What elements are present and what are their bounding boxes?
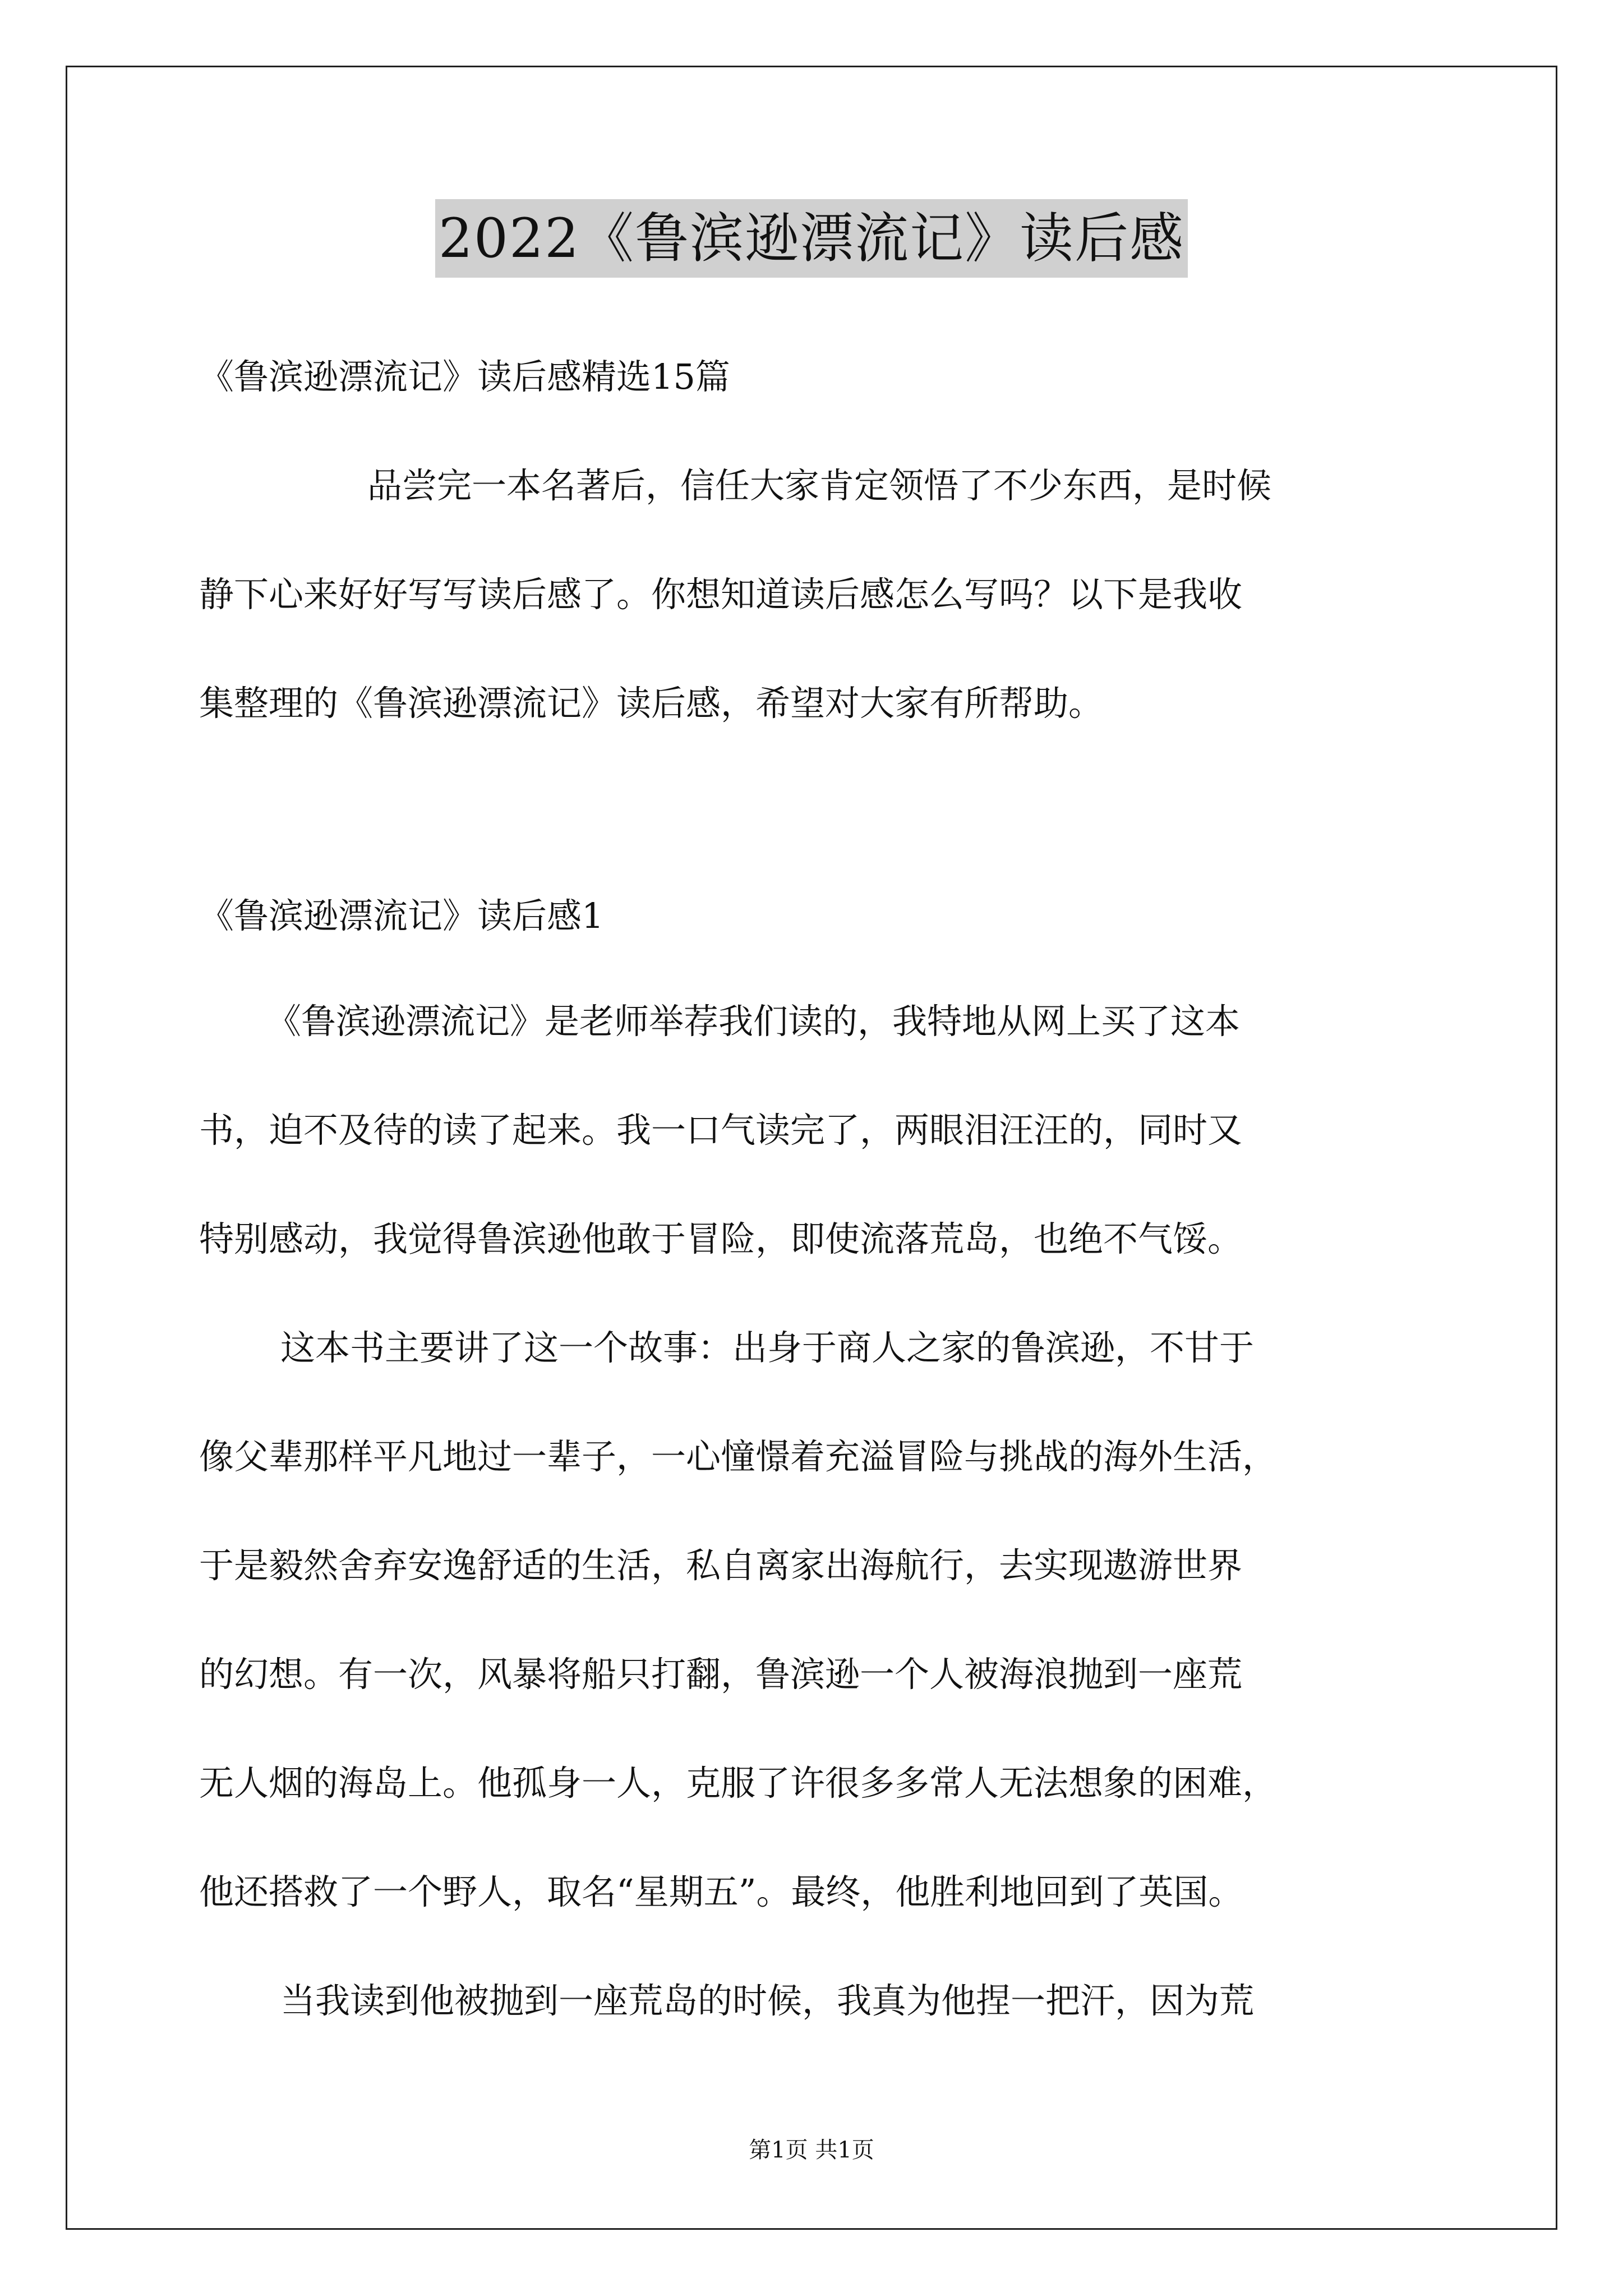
intro-line-3: 集整理的《鲁滨逊漂流记》读后感，希望对大家有所帮助。 <box>199 683 1104 724</box>
intro-line-1: 品尝完一本名著后，信任大家肯定领悟了不少东西，是时候 <box>367 465 1272 506</box>
paragraph1-line-1: 《鲁滨逊漂流记》是老师举荐我们读的，我特地从网上买了这本 <box>266 1001 1241 1042</box>
paragraph2-line-2: 像父辈那样平凡地过一辈子，一心憧憬着充溢冒险与挑战的海外生活， <box>199 1436 1278 1477</box>
paragraph2-line-3: 于是毅然舍弃安逸舒适的生活，私自离家出海航行，去实现遨游世界 <box>199 1545 1243 1586</box>
paragraph1-line-3: 特别感动，我觉得鲁滨逊他敢于冒险，即使流落荒岛，也绝不气馁。 <box>199 1218 1243 1259</box>
paragraph3-line-1: 当我读到他被抛到一座荒岛的时候，我真为他捏一把汗，因为荒 <box>280 1980 1255 2021</box>
paragraph2-line-5: 无人烟的海岛上。他孤身一人，克服了许很多多常人无法想象的困难， <box>199 1763 1278 1803</box>
title-container <box>0 199 1623 278</box>
paragraph1-line-2: 书，迫不及待的读了起来。我一口气读完了，两眼泪汪汪的，同时又 <box>199 1110 1243 1151</box>
paragraph2-line-1: 这本书主要讲了这一个故事：出身于商人之家的鲁滨逊，不甘于 <box>280 1327 1255 1368</box>
page-footer: 第1页 共1页 <box>749 2137 874 2163</box>
paragraph2-line-6: 他还搭救了一个野人，取名“星期五”。最终，他胜利地回到了英国。 <box>199 1871 1243 1912</box>
section-heading: 《鲁滨逊漂流记》读后感1 <box>199 895 604 936</box>
paragraph2-line-4: 的幻想。有一次，风暴将船只打翻，鲁滨逊一个人被海浪抛到一座荒 <box>199 1654 1243 1695</box>
document-title: 2022《鲁滨逊漂流记》读后感 <box>435 199 1188 278</box>
document-subtitle: 《鲁滨逊漂流记》读后感精选15篇 <box>199 356 730 397</box>
intro-line-2: 静下心来好好写写读后感了。你想知道读后感怎么写吗？以下是我收 <box>199 574 1243 615</box>
